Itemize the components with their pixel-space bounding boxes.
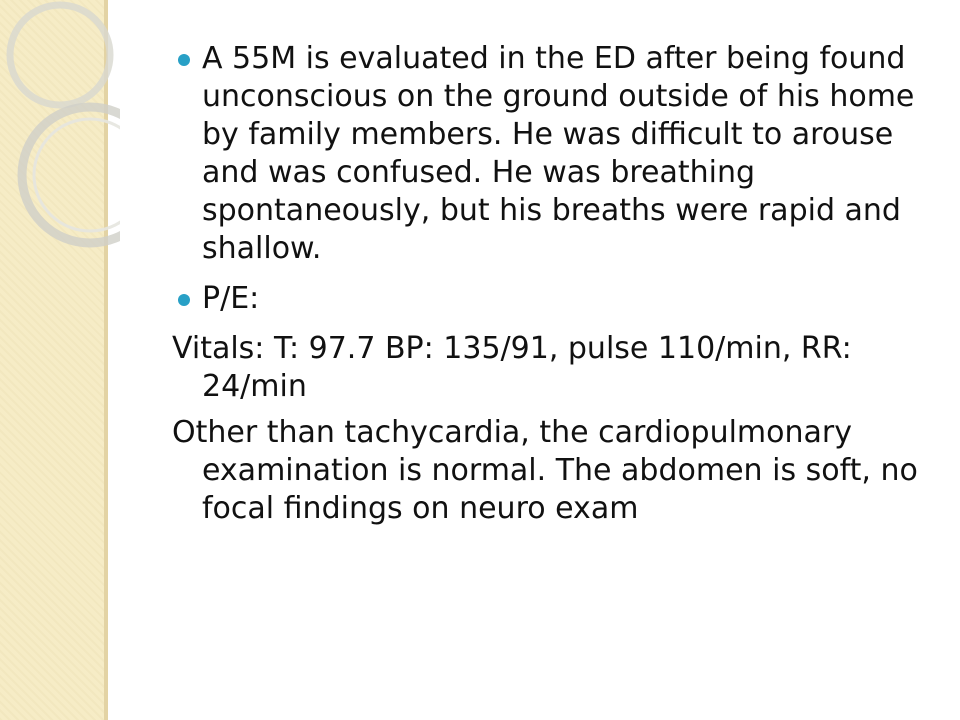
- vitals-text: Vitals: T: 97.7 BP: 135/91, pulse 110/min, RR: 24/min: [172, 331, 852, 404]
- exam-findings-text: Other than tachycardia, the cardiopulmonary examination is normal. The abdomen is soft, no focal findings on neuro exam: [172, 415, 918, 526]
- slide-content: [172, 40, 932, 536]
- bullet-dot-icon: [178, 294, 190, 306]
- bullet-text: P/E:: [202, 281, 260, 316]
- decorative-rings: [0, 0, 120, 260]
- vitals-line: [172, 330, 932, 406]
- exam-findings-line: [172, 414, 932, 528]
- bullet-dot-icon: [178, 54, 190, 66]
- bullet-text: A 55M is evaluated in the ED after being found unconscious on the ground outside of his home by family members. He was difficult to arouse and was confused. He was breathing spontaneously, but his breaths were rapid and shallow.: [202, 41, 915, 266]
- bullet-physical-exam: [172, 280, 932, 318]
- bullet-case-history: [172, 40, 932, 268]
